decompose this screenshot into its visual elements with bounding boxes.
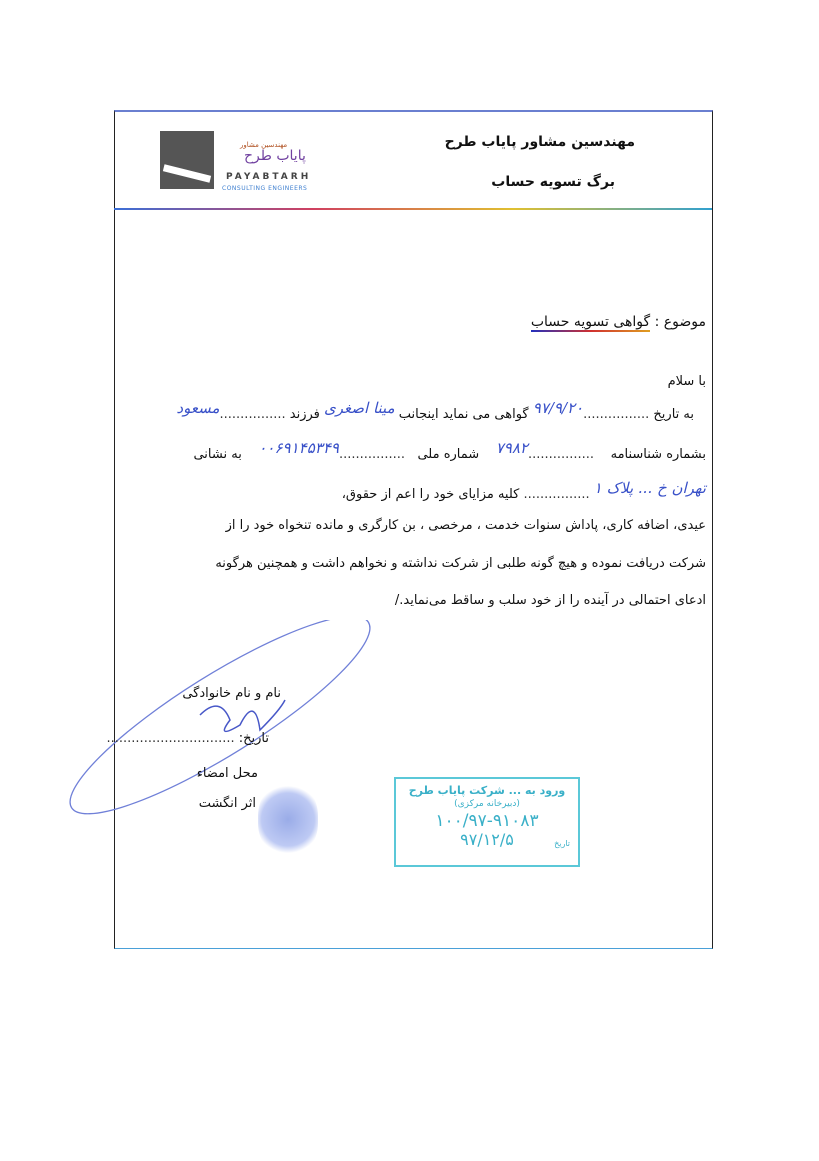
greeting: با سلام: [667, 374, 706, 389]
receipt-stamp: [394, 777, 580, 867]
text: به نشانی: [193, 447, 242, 462]
stamp-number: ۱۰۰/۹۷-۹۱۰۸۳: [435, 811, 539, 831]
name-value: مینا اصغری: [324, 399, 395, 417]
body-line-5: شرکت دریافت نموده و هیچ گونه طلبی از شرکت نداشته و نخواهم داشت و همچنین هرگونه: [215, 556, 706, 571]
body-line-1: [176, 399, 694, 422]
dots: ................: [523, 487, 590, 502]
father-value: مسعود: [176, 399, 220, 417]
body-line-2: [193, 439, 706, 462]
date-value: ۹۷/۹/۲۰: [532, 399, 584, 417]
dots: ................: [338, 447, 406, 462]
subject-label: موضوع :: [654, 314, 706, 330]
body-line-4: عیدی، اضافه کاری، پاداش سنوات خدمت ، مرخصی ، بن کارگری و مانده تنخواه خود را از: [225, 518, 706, 533]
text: فرزند: [289, 407, 320, 422]
dots: ................: [219, 407, 286, 422]
company-name: مهندسین مشاور پایاب طرح: [444, 134, 635, 150]
dots: ................: [583, 407, 650, 422]
logo-sub: CONSULTING ENGINEERS: [222, 185, 308, 192]
subject: [531, 314, 706, 330]
logo-en: PAYABTARH: [226, 172, 312, 182]
body-line-3: [341, 479, 706, 502]
stamp-date-label: تاریخ: [554, 839, 570, 848]
dots: ................: [527, 447, 595, 462]
stamp-line2: (دبیرخانه مرکزی): [454, 799, 520, 809]
thumbprint-label: اثر انگشت: [198, 796, 256, 811]
name-label: نام و نام خانوادگی: [182, 686, 281, 701]
signature-scribble: [60, 620, 380, 820]
subject-value: گواهی تسویه حساب: [530, 314, 651, 330]
sign-date-row: [107, 731, 270, 746]
sign-date-dots: ...............................: [106, 731, 235, 746]
stamp-date-row: [396, 832, 578, 848]
stamp-date: ۹۷/۱۲/۵: [460, 830, 514, 849]
logo-fa-small: مهندسین مشاور: [240, 141, 288, 149]
text: گواهی می نماید اینجانب: [398, 407, 529, 422]
text: شماره ملی: [417, 447, 480, 462]
address-value: تهران خ ... پلاک ۱: [593, 479, 706, 497]
thumbprint: [258, 782, 318, 857]
sign-date-label: تاریخ:: [238, 731, 269, 746]
header-divider: [114, 208, 712, 210]
logo-fa: پایاب طرح: [244, 148, 306, 164]
stamp-line1: ورود به ... شرکت پایاب طرح: [408, 784, 566, 797]
text: به تاریخ: [653, 407, 694, 422]
text: کلیه مزایای خود را اعم از حقوق،: [341, 487, 520, 502]
national-id-value: ۰۰۶۹۱۴۵۳۴۹: [258, 439, 339, 457]
signature-place-label: محل امضاء: [196, 766, 258, 781]
form-title: برگ تسویه حساب: [491, 174, 615, 190]
id-value: ۷۹۸۲: [495, 439, 528, 457]
body-line-6: ادعای احتمالی در آینده را از خود سلب و ساقط می‌نماید./: [394, 593, 706, 608]
text: بشماره شناسنامه: [610, 447, 706, 462]
